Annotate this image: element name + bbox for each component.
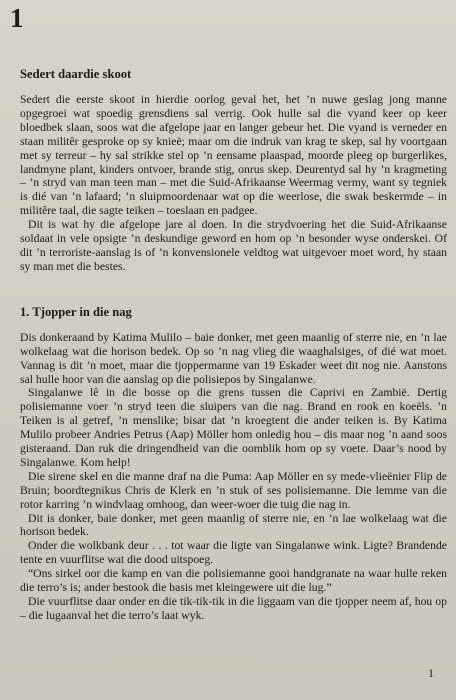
page-content xyxy=(20,66,447,623)
paragraph: Die vuurflitse daar onder en die tik-tik-tik in die liggaam van die tjopper neem af, hou op – die lugaanval het die terro’s laat wyk. xyxy=(20,595,447,622)
chapter-number: 1 xyxy=(10,3,24,33)
page-number: 1 xyxy=(428,666,434,680)
paragraph: Dit is wat hy die afgelope jare al doen. In die strydvoering het die Suid-Afrikaanse soldaat in vele opsigte ’n deskundige geword en hom op ’n besonder wyse onderskei. Of dit ’n terroriste-aanslag is of ’n konvensionele veldtog wat uitgevoer moet word, hy staan sy man met die bestes. xyxy=(20,218,447,273)
paragraph: Onder die wolkbank deur . . . tot waar die ligte van Singalanwe wink. Ligte? Brandende tente en vuurflitse wat die dood uitspoeg. xyxy=(20,539,447,567)
section-heading: 1. Tjopper in die nag xyxy=(20,304,132,319)
paragraph: Dit is donker, baie donker, met geen maanlig of sterre nie, en ’n lae wolkelaag wat die horison bedek. xyxy=(20,511,447,539)
section-heading: Sedert daardie skoot xyxy=(20,67,132,81)
paragraph: Die sirene skel en die manne draf na die Puma: Aap Möller en sy mede-vlieënier Flip de Bruin; boordtegnikus Chris de Klerk en ’n stuk of ses polisiemanne. Die lemme van die rotor karring ’n windvlaag omhoog, dan weer-woer die tuig die nag in. xyxy=(20,469,447,511)
paragraph: “Ons sirkel oor die kamp en van die polisiemanne gooi handgranate na waar hulle reken die terro’s is; ander bestook die basis met kleingewere uit die lug.” xyxy=(20,567,447,595)
paragraph: Singalanwe lê in die bosse op die grens tussen die Caprivi en Zambië. Dertig polisiemanne voer ’n stryd teen die sluipers van die nag. Brand en rook en koeëls. ’n Teiken is al getref, ’n menslike; bisar dat ’n kroegtent die ander teiken is. By Katima Mulilo probeer Andries Petrus (Aap) Möller hom onledig hou – dis maar nog ’n aand soos gisteraand. Dan ruk die dringendheid van die oomblik hom op sy voete. Daar’s nood by Singalanwe. Kom help! xyxy=(20,386,447,469)
paragraph: Dis donkeraand by Katima Mulilo – baie donker, met geen maanlig of sterre nie, en ’n lae wolkelaag wat die horison bedek. Op so ’n nag vlieg die waaghalsiges, of dié wat moet. Vannag is dit ’n moet, maar die tjoppermanne van 19 Eskader weet dit nog nie. Aanstons sal hulle hoor van die aanslag op die polisiepos by Singalanwe. xyxy=(20,330,447,386)
section-spacer xyxy=(20,274,447,304)
paragraph: Sedert die eerste skoot in hierdie oorlog geval het, het ’n nuwe geslag jong manne opgegroei wat spoedig grensdiens sal verrig. Ook hulle sal die vyand keer op keer bloedbek slaan, soos wat die afgelope jaar en langer gebeur het. Die vyand is verneder en staan militêr gesproke op sy knieë; maar om die indruk van krag te skep, sal hy voortgaan met sy terreur – hy sal strikke stel op ’n eensame plaaspad, moorde pleeg op burgerlikes, landmyne plant, kinders ontvoer, brande stig, onrus skep. Deurentyd sal hy ’n kragmeting – ’n stryd van man teen man – met die Suid-Afrikaanse Weermag vermy, want sy tegniek is dié van ’n lafaard; ’n sluipmoordenaar wat op die weerlose, die swak beskermde – in militêre taal, die sagte teiken – toeslaan en padgee. xyxy=(20,93,447,218)
